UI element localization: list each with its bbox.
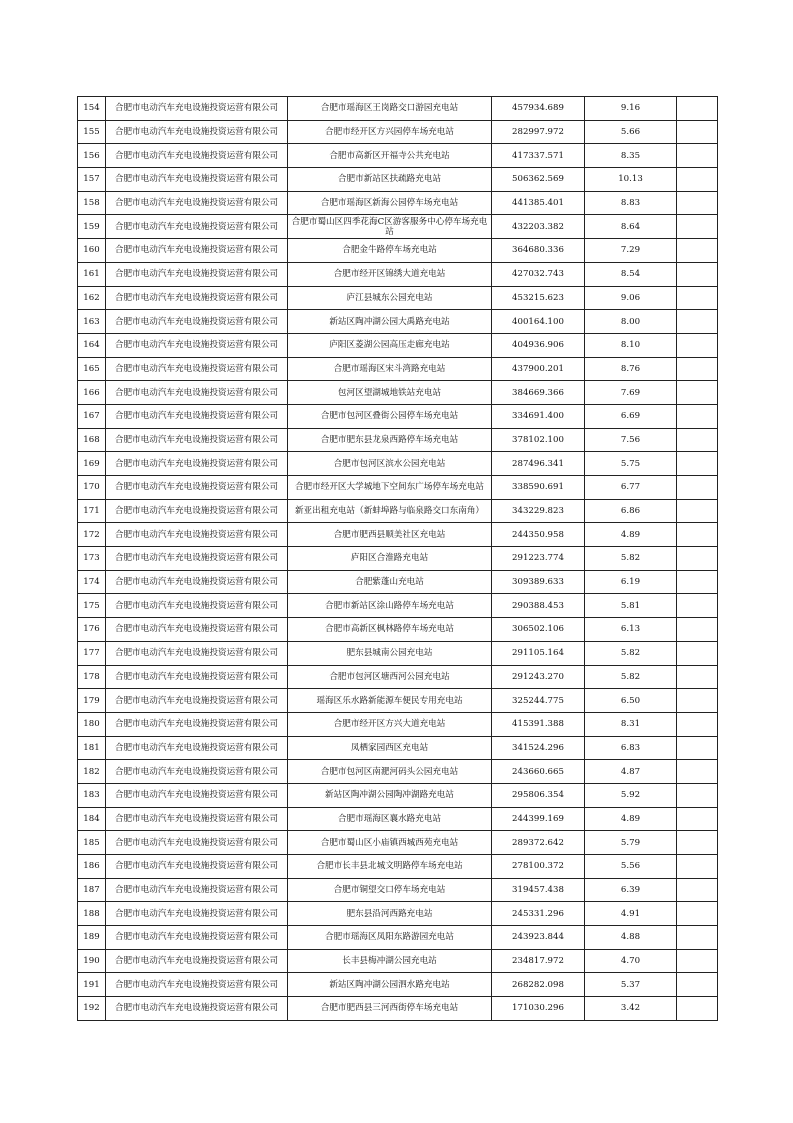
ratio-cell: 7.56 (585, 428, 677, 452)
row-number-cell: 179 (78, 689, 106, 713)
ratio-cell: 8.10 (585, 333, 677, 357)
empty-cell (677, 594, 718, 618)
company-cell: 合肥市电动汽车充电设施投资运营有限公司 (106, 547, 288, 571)
table-row (78, 926, 718, 950)
row-number-cell: 192 (78, 997, 106, 1021)
row-number-cell: 167 (78, 404, 106, 428)
value-cell: 404936.906 (492, 333, 585, 357)
empty-cell (677, 760, 718, 784)
row-number-cell: 169 (78, 452, 106, 476)
company-cell: 合肥市电动汽车充电设施投资运营有限公司 (106, 428, 288, 452)
ratio-cell: 7.29 (585, 239, 677, 263)
row-number-cell: 177 (78, 641, 106, 665)
row-number-cell: 186 (78, 855, 106, 879)
ratio-cell: 5.75 (585, 452, 677, 476)
station-name-cell: 合肥市高新区枫林路停车场充电站 (288, 618, 492, 642)
row-number-cell: 172 (78, 523, 106, 547)
ratio-cell: 6.50 (585, 689, 677, 713)
table-row (78, 120, 718, 144)
ratio-cell: 8.31 (585, 712, 677, 736)
row-number-cell: 181 (78, 736, 106, 760)
station-name-cell: 肥东县沿河西路充电站 (288, 902, 492, 926)
empty-cell (677, 570, 718, 594)
row-number-cell: 154 (78, 97, 106, 121)
empty-cell (677, 547, 718, 571)
company-cell: 合肥市电动汽车充电设施投资运营有限公司 (106, 120, 288, 144)
row-number-cell: 159 (78, 215, 106, 239)
empty-cell (677, 641, 718, 665)
value-cell: 319457.438 (492, 878, 585, 902)
ratio-cell: 7.69 (585, 381, 677, 405)
row-number-cell: 174 (78, 570, 106, 594)
ratio-cell: 5.92 (585, 783, 677, 807)
company-cell: 合肥市电动汽车充电设施投资运营有限公司 (106, 712, 288, 736)
table-row (78, 736, 718, 760)
company-cell: 合肥市电动汽车充电设施投资运营有限公司 (106, 144, 288, 168)
company-cell: 合肥市电动汽车充电设施投资运营有限公司 (106, 476, 288, 500)
company-cell: 合肥市电动汽车充电设施投资运营有限公司 (106, 570, 288, 594)
station-name-cell: 庐阳区菱湖公园高压走廊充电站 (288, 333, 492, 357)
company-cell: 合肥市电动汽车充电设施投资运营有限公司 (106, 333, 288, 357)
ratio-cell: 8.76 (585, 357, 677, 381)
station-name-cell: 新站区陶冲湖公园泗水路充电站 (288, 973, 492, 997)
row-number-cell: 161 (78, 262, 106, 286)
ratio-cell: 6.77 (585, 476, 677, 500)
station-name-cell: 新站区陶冲湖公园陶冲湖路充电站 (288, 783, 492, 807)
row-number-cell: 189 (78, 926, 106, 950)
value-cell: 338590.691 (492, 476, 585, 500)
table-row (78, 712, 718, 736)
empty-cell (677, 807, 718, 831)
empty-cell (677, 689, 718, 713)
table-row (78, 783, 718, 807)
company-cell: 合肥市电动汽车充电设施投资运营有限公司 (106, 404, 288, 428)
company-cell: 合肥市电动汽车充电设施投资运营有限公司 (106, 949, 288, 973)
station-name-cell: 合肥金牛路停车场充电站 (288, 239, 492, 263)
value-cell: 287496.341 (492, 452, 585, 476)
table-row (78, 641, 718, 665)
empty-cell (677, 168, 718, 192)
station-name-cell: 庐阳区合淮路充电站 (288, 547, 492, 571)
value-cell: 244399.169 (492, 807, 585, 831)
company-cell: 合肥市电动汽车充电设施投资运营有限公司 (106, 641, 288, 665)
table-row (78, 997, 718, 1021)
company-cell: 合肥市电动汽车充电设施投资运营有限公司 (106, 381, 288, 405)
ratio-cell: 5.81 (585, 594, 677, 618)
ratio-cell: 5.82 (585, 547, 677, 571)
ratio-cell: 8.54 (585, 262, 677, 286)
company-cell: 合肥市电动汽车充电设施投资运营有限公司 (106, 926, 288, 950)
value-cell: 506362.569 (492, 168, 585, 192)
table-row (78, 523, 718, 547)
company-cell: 合肥市电动汽车充电设施投资运营有限公司 (106, 878, 288, 902)
station-name-cell: 肥东县城南公园充电站 (288, 641, 492, 665)
company-cell: 合肥市电动汽车充电设施投资运营有限公司 (106, 357, 288, 381)
table-row (78, 570, 718, 594)
empty-cell (677, 499, 718, 523)
row-number-cell: 184 (78, 807, 106, 831)
row-number-cell: 156 (78, 144, 106, 168)
company-cell: 合肥市电动汽车充电设施投资运营有限公司 (106, 499, 288, 523)
empty-cell (677, 97, 718, 121)
row-number-cell: 188 (78, 902, 106, 926)
ratio-cell: 5.79 (585, 831, 677, 855)
empty-cell (677, 997, 718, 1021)
ratio-cell: 4.88 (585, 926, 677, 950)
table-row (78, 760, 718, 784)
ratio-cell: 5.37 (585, 973, 677, 997)
company-cell: 合肥市电动汽车充电设施投资运营有限公司 (106, 191, 288, 215)
empty-cell (677, 926, 718, 950)
empty-cell (677, 736, 718, 760)
value-cell: 334691.400 (492, 404, 585, 428)
ratio-cell: 4.87 (585, 760, 677, 784)
company-cell: 合肥市电动汽车充电设施投资运营有限公司 (106, 97, 288, 121)
row-number-cell: 173 (78, 547, 106, 571)
ratio-cell: 9.16 (585, 97, 677, 121)
empty-cell (677, 665, 718, 689)
ratio-cell: 5.66 (585, 120, 677, 144)
station-name-cell: 合肥市瑶海区王岗路交口游园充电站 (288, 97, 492, 121)
station-name-cell: 合肥市长丰县北城文明路停车场充电站 (288, 855, 492, 879)
station-name-cell: 新站区陶冲湖公园大禹路充电站 (288, 310, 492, 334)
empty-cell (677, 144, 718, 168)
station-name-cell: 合肥市包河区叠街公园停车场充电站 (288, 404, 492, 428)
row-number-cell: 176 (78, 618, 106, 642)
station-name-cell: 合肥市经开区方兴大道充电站 (288, 712, 492, 736)
station-name-cell: 瑶海区乐水路新能源车便民专用充电站 (288, 689, 492, 713)
empty-cell (677, 357, 718, 381)
table-body (78, 97, 718, 1021)
table-row (78, 239, 718, 263)
row-number-cell: 166 (78, 381, 106, 405)
row-number-cell: 171 (78, 499, 106, 523)
empty-cell (677, 333, 718, 357)
station-name-cell: 合肥市蜀山区四季花海C区游客服务中心停车场充电站 (288, 215, 492, 239)
station-name-cell: 合肥市瑶海区新海公园停车场充电站 (288, 191, 492, 215)
company-cell: 合肥市电动汽车充电设施投资运营有限公司 (106, 689, 288, 713)
company-cell: 合肥市电动汽车充电设施投资运营有限公司 (106, 594, 288, 618)
station-name-cell: 庐江县城东公园充电站 (288, 286, 492, 310)
company-cell: 合肥市电动汽车充电设施投资运营有限公司 (106, 760, 288, 784)
empty-cell (677, 831, 718, 855)
ratio-cell: 6.39 (585, 878, 677, 902)
value-cell: 378102.100 (492, 428, 585, 452)
station-name-cell: 合肥市新站区扶疏路充电站 (288, 168, 492, 192)
value-cell: 268282.098 (492, 973, 585, 997)
table-row (78, 310, 718, 334)
table-row (78, 191, 718, 215)
table-row (78, 807, 718, 831)
ratio-cell: 8.00 (585, 310, 677, 334)
value-cell: 325244.775 (492, 689, 585, 713)
ratio-cell: 8.83 (585, 191, 677, 215)
ratio-cell: 9.06 (585, 286, 677, 310)
station-name-cell: 合肥市肥西县顺美社区充电站 (288, 523, 492, 547)
empty-cell (677, 428, 718, 452)
company-cell: 合肥市电动汽车充电设施投资运营有限公司 (106, 973, 288, 997)
station-name-cell: 长丰县梅冲湖公园充电站 (288, 949, 492, 973)
table-row (78, 404, 718, 428)
value-cell: 282997.972 (492, 120, 585, 144)
value-cell: 289372.642 (492, 831, 585, 855)
value-cell: 415391.388 (492, 712, 585, 736)
empty-cell (677, 215, 718, 239)
empty-cell (677, 404, 718, 428)
table-row (78, 902, 718, 926)
value-cell: 364680.336 (492, 239, 585, 263)
company-cell: 合肥市电动汽车充电设施投资运营有限公司 (106, 665, 288, 689)
row-number-cell: 162 (78, 286, 106, 310)
table-row (78, 286, 718, 310)
value-cell: 384669.366 (492, 381, 585, 405)
company-cell: 合肥市电动汽车充电设施投资运营有限公司 (106, 310, 288, 334)
empty-cell (677, 855, 718, 879)
station-name-cell: 合肥市经开区方兴园停车场充电站 (288, 120, 492, 144)
table-row (78, 878, 718, 902)
empty-cell (677, 783, 718, 807)
station-name-cell: 合肥市包河区南淝河码头公园充电站 (288, 760, 492, 784)
value-cell: 453215.623 (492, 286, 585, 310)
station-name-cell: 合肥市蜀山区小庙镇西城西苑充电站 (288, 831, 492, 855)
company-cell: 合肥市电动汽车充电设施投资运营有限公司 (106, 855, 288, 879)
row-number-cell: 164 (78, 333, 106, 357)
company-cell: 合肥市电动汽车充电设施投资运营有限公司 (106, 997, 288, 1021)
company-cell: 合肥市电动汽车充电设施投资运营有限公司 (106, 523, 288, 547)
station-name-cell: 合肥市经开区锦绣大道充电站 (288, 262, 492, 286)
value-cell: 437900.201 (492, 357, 585, 381)
table-row (78, 144, 718, 168)
table-row (78, 168, 718, 192)
empty-cell (677, 476, 718, 500)
table-row (78, 428, 718, 452)
row-number-cell: 191 (78, 973, 106, 997)
value-cell: 400164.100 (492, 310, 585, 334)
station-name-cell: 合肥市肥西县三河西街停车场充电站 (288, 997, 492, 1021)
value-cell: 441385.401 (492, 191, 585, 215)
station-name-cell: 合肥市高新区开福寺公共充电站 (288, 144, 492, 168)
station-name-cell: 合肥市瑶海区襄水路充电站 (288, 807, 492, 831)
value-cell: 278100.372 (492, 855, 585, 879)
station-name-cell: 包河区望湖城地铁站充电站 (288, 381, 492, 405)
station-name-cell: 合肥市包河区塘西河公园充电站 (288, 665, 492, 689)
ratio-cell: 5.56 (585, 855, 677, 879)
row-number-cell: 178 (78, 665, 106, 689)
ratio-cell: 4.70 (585, 949, 677, 973)
table-row (78, 333, 718, 357)
row-number-cell: 158 (78, 191, 106, 215)
ratio-cell: 4.89 (585, 807, 677, 831)
company-cell: 合肥市电动汽车充电设施投资运营有限公司 (106, 807, 288, 831)
empty-cell (677, 239, 718, 263)
empty-cell (677, 949, 718, 973)
ratio-cell: 6.83 (585, 736, 677, 760)
table-row (78, 215, 718, 239)
table-row (78, 476, 718, 500)
ratio-cell: 8.35 (585, 144, 677, 168)
empty-cell (677, 191, 718, 215)
value-cell: 234817.972 (492, 949, 585, 973)
table-row (78, 499, 718, 523)
station-name-cell: 合肥市肥东县龙泉西路停车场充电站 (288, 428, 492, 452)
empty-cell (677, 286, 718, 310)
empty-cell (677, 523, 718, 547)
value-cell: 295806.354 (492, 783, 585, 807)
station-name-cell: 合肥市瑶海区凤阳东路游园充电站 (288, 926, 492, 950)
empty-cell (677, 120, 718, 144)
row-number-cell: 175 (78, 594, 106, 618)
ratio-cell: 6.13 (585, 618, 677, 642)
row-number-cell: 180 (78, 712, 106, 736)
station-name-cell: 凤栖家园西区充电站 (288, 736, 492, 760)
ratio-cell: 8.64 (585, 215, 677, 239)
row-number-cell: 190 (78, 949, 106, 973)
empty-cell (677, 878, 718, 902)
ratio-cell: 6.69 (585, 404, 677, 428)
value-cell: 245331.296 (492, 902, 585, 926)
row-number-cell: 170 (78, 476, 106, 500)
ratio-cell: 6.86 (585, 499, 677, 523)
table-row (78, 357, 718, 381)
station-name-cell: 合肥市瑶海区宋斗湾路充电站 (288, 357, 492, 381)
table-row (78, 594, 718, 618)
value-cell: 290388.453 (492, 594, 585, 618)
value-cell: 417337.571 (492, 144, 585, 168)
empty-cell (677, 618, 718, 642)
empty-cell (677, 381, 718, 405)
row-number-cell: 155 (78, 120, 106, 144)
company-cell: 合肥市电动汽车充电设施投资运营有限公司 (106, 783, 288, 807)
company-cell: 合肥市电动汽车充电设施投资运营有限公司 (106, 286, 288, 310)
table-row (78, 97, 718, 121)
value-cell: 309389.633 (492, 570, 585, 594)
empty-cell (677, 973, 718, 997)
station-name-cell: 合肥市新站区涂山路停车场充电站 (288, 594, 492, 618)
station-name-cell: 合肥市经开区大学城地下空间东广场停车场充电站 (288, 476, 492, 500)
value-cell: 306502.106 (492, 618, 585, 642)
table-row (78, 262, 718, 286)
value-cell: 244350.958 (492, 523, 585, 547)
table-row (78, 689, 718, 713)
value-cell: 432203.382 (492, 215, 585, 239)
table-row (78, 547, 718, 571)
row-number-cell: 160 (78, 239, 106, 263)
company-cell: 合肥市电动汽车充电设施投资运营有限公司 (106, 902, 288, 926)
empty-cell (677, 310, 718, 334)
company-cell: 合肥市电动汽车充电设施投资运营有限公司 (106, 262, 288, 286)
value-cell: 343229.823 (492, 499, 585, 523)
row-number-cell: 182 (78, 760, 106, 784)
station-name-cell: 合肥市铜望交口停车场充电站 (288, 878, 492, 902)
station-name-cell: 合肥市包河区滨水公园充电站 (288, 452, 492, 476)
table-row (78, 452, 718, 476)
table-row (78, 665, 718, 689)
table-row (78, 855, 718, 879)
row-number-cell: 185 (78, 831, 106, 855)
row-number-cell: 168 (78, 428, 106, 452)
ratio-cell: 6.19 (585, 570, 677, 594)
table-row (78, 973, 718, 997)
station-name-cell: 新亚出租充电站（新蚌埠路与临泉路交口东南角） (288, 499, 492, 523)
row-number-cell: 163 (78, 310, 106, 334)
value-cell: 457934.689 (492, 97, 585, 121)
ratio-cell: 10.13 (585, 168, 677, 192)
company-cell: 合肥市电动汽车充电设施投资运营有限公司 (106, 215, 288, 239)
value-cell: 243923.844 (492, 926, 585, 950)
station-name-cell: 合肥紫蓬山充电站 (288, 570, 492, 594)
value-cell: 291105.164 (492, 641, 585, 665)
company-cell: 合肥市电动汽车充电设施投资运营有限公司 (106, 452, 288, 476)
table-row (78, 949, 718, 973)
value-cell: 291243.270 (492, 665, 585, 689)
row-number-cell: 183 (78, 783, 106, 807)
empty-cell (677, 712, 718, 736)
ratio-cell: 3.42 (585, 997, 677, 1021)
ratio-cell: 5.82 (585, 665, 677, 689)
company-cell: 合肥市电动汽车充电设施投资运营有限公司 (106, 618, 288, 642)
table-row (78, 618, 718, 642)
value-cell: 171030.296 (492, 997, 585, 1021)
ratio-cell: 4.89 (585, 523, 677, 547)
row-number-cell: 187 (78, 878, 106, 902)
data-table (77, 96, 718, 1021)
table-row (78, 831, 718, 855)
empty-cell (677, 262, 718, 286)
row-number-cell: 165 (78, 357, 106, 381)
company-cell: 合肥市电动汽车充电设施投资运营有限公司 (106, 831, 288, 855)
value-cell: 243660.665 (492, 760, 585, 784)
company-cell: 合肥市电动汽车充电设施投资运营有限公司 (106, 736, 288, 760)
ratio-cell: 5.82 (585, 641, 677, 665)
row-number-cell: 157 (78, 168, 106, 192)
company-cell: 合肥市电动汽车充电设施投资运营有限公司 (106, 239, 288, 263)
value-cell: 291223.774 (492, 547, 585, 571)
empty-cell (677, 902, 718, 926)
ratio-cell: 4.91 (585, 902, 677, 926)
table-row (78, 381, 718, 405)
empty-cell (677, 452, 718, 476)
company-cell: 合肥市电动汽车充电设施投资运营有限公司 (106, 168, 288, 192)
value-cell: 427032.743 (492, 262, 585, 286)
value-cell: 341524.296 (492, 736, 585, 760)
